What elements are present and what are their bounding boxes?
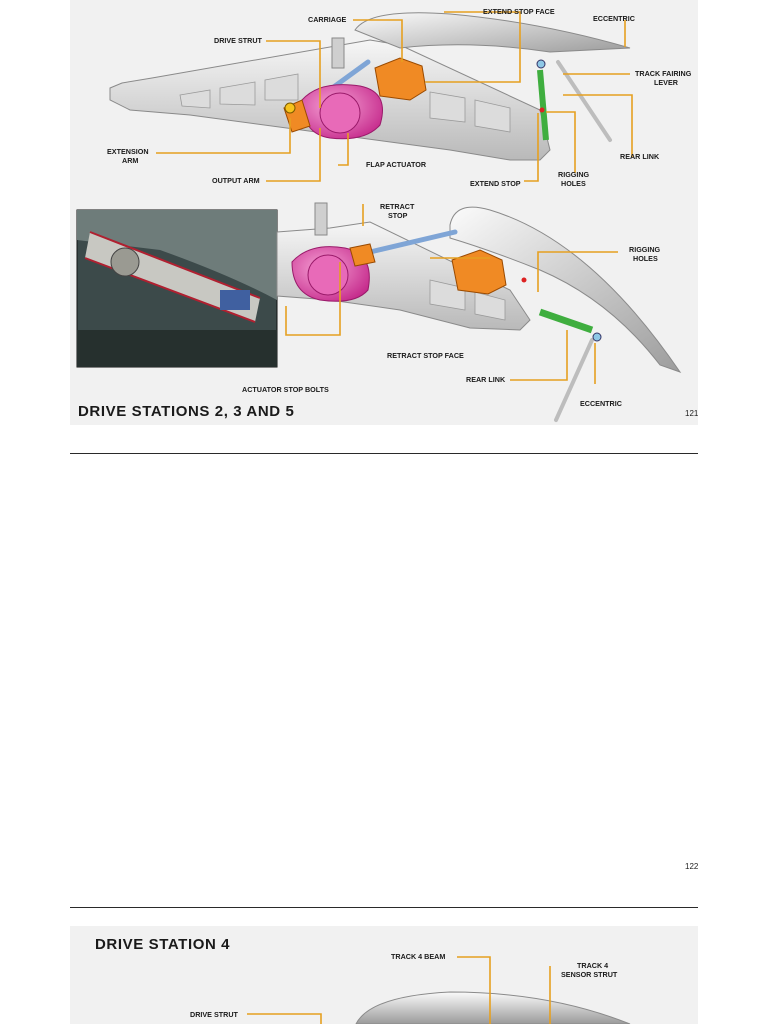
label-eccentric-bottom: ECCENTRIC <box>580 399 622 408</box>
label-track-fairing-lever-1: TRACK FAIRING <box>635 69 692 78</box>
drive-stations-illustration <box>70 0 698 425</box>
label-retract-stop-2: STOP <box>388 211 408 220</box>
flap-upper <box>355 13 630 52</box>
label-extend-stop: EXTEND STOP <box>470 179 521 188</box>
label-drive-strut-station-4: DRIVE STRUT <box>190 1010 238 1019</box>
label-rigging-holes-bottom-1: RIGGING <box>629 245 661 254</box>
upper-flap-track-assembly <box>110 13 630 160</box>
sensor-post-upper <box>332 38 344 68</box>
actuator-drum-lower <box>308 255 348 295</box>
label-extension-arm-2: ARM <box>122 156 139 165</box>
label-track4-sensor-strut-1: TRACK 4 <box>577 961 609 970</box>
label-rear-link-top: REAR LINK <box>620 152 660 161</box>
lower-flap-track-assembly <box>277 203 680 420</box>
photo-inset <box>77 210 277 367</box>
label-retract-stop-face: RETRACT STOP FACE <box>387 351 464 360</box>
extension-arm-pivot-upper <box>285 103 295 113</box>
drive-station-4-illustration <box>70 926 698 1024</box>
label-rigging-holes-bottom-2: HOLES <box>633 254 658 263</box>
diagram-panel-drive-station-4 <box>70 926 698 1024</box>
actuator-drum-upper <box>320 93 360 133</box>
label-drive-strut: DRIVE STRUT <box>214 36 262 45</box>
label-flap-actuator: FLAP ACTUATOR <box>366 160 427 169</box>
label-eccentric-top: ECCENTRIC <box>593 14 635 23</box>
page-number-122: 122 <box>685 862 699 871</box>
label-actuator-stop-bolts: ACTUATOR STOP BOLTS <box>242 385 329 394</box>
label-retract-stop-1: RETRACT <box>380 202 415 211</box>
page-divider-top <box>70 453 698 454</box>
label-rear-link-bottom: REAR LINK <box>466 375 506 384</box>
flap-station-4 <box>356 992 630 1024</box>
label-extension-arm-1: EXTENSION <box>107 147 149 156</box>
carriage-lower <box>452 250 506 294</box>
page-title-drive-stations: DRIVE STATIONS 2, 3 AND 5 <box>78 403 295 420</box>
diagram-panel-drive-stations-2-3-5 <box>70 0 698 425</box>
label-track-fairing-lever-2: LEVER <box>654 78 678 87</box>
rear-link-lower <box>540 312 592 330</box>
rigging-hole-upper <box>540 108 545 113</box>
rigging-hole-lower <box>522 278 527 283</box>
label-output-arm: OUTPUT ARM <box>212 176 260 185</box>
page-number-121: 121 <box>685 409 698 418</box>
label-track4-sensor-strut-2: SENSOR STRUT <box>561 970 618 979</box>
page-divider-bottom <box>70 907 698 908</box>
label-track4-beam: TRACK 4 BEAM <box>391 952 446 961</box>
label-rigging-holes-top-1: RIGGING <box>558 170 590 179</box>
label-rigging-holes-top-2: HOLES <box>561 179 586 188</box>
output-arm-lower <box>350 244 375 266</box>
eccentric-upper <box>537 60 545 68</box>
page-title-drive-station-4: DRIVE STATION 4 <box>95 936 231 953</box>
sensor-post-lower <box>315 203 327 235</box>
label-extend-stop-face: EXTEND STOP FACE <box>483 7 555 16</box>
label-carriage: CARRIAGE <box>308 15 347 24</box>
eccentric-lower <box>593 333 601 341</box>
